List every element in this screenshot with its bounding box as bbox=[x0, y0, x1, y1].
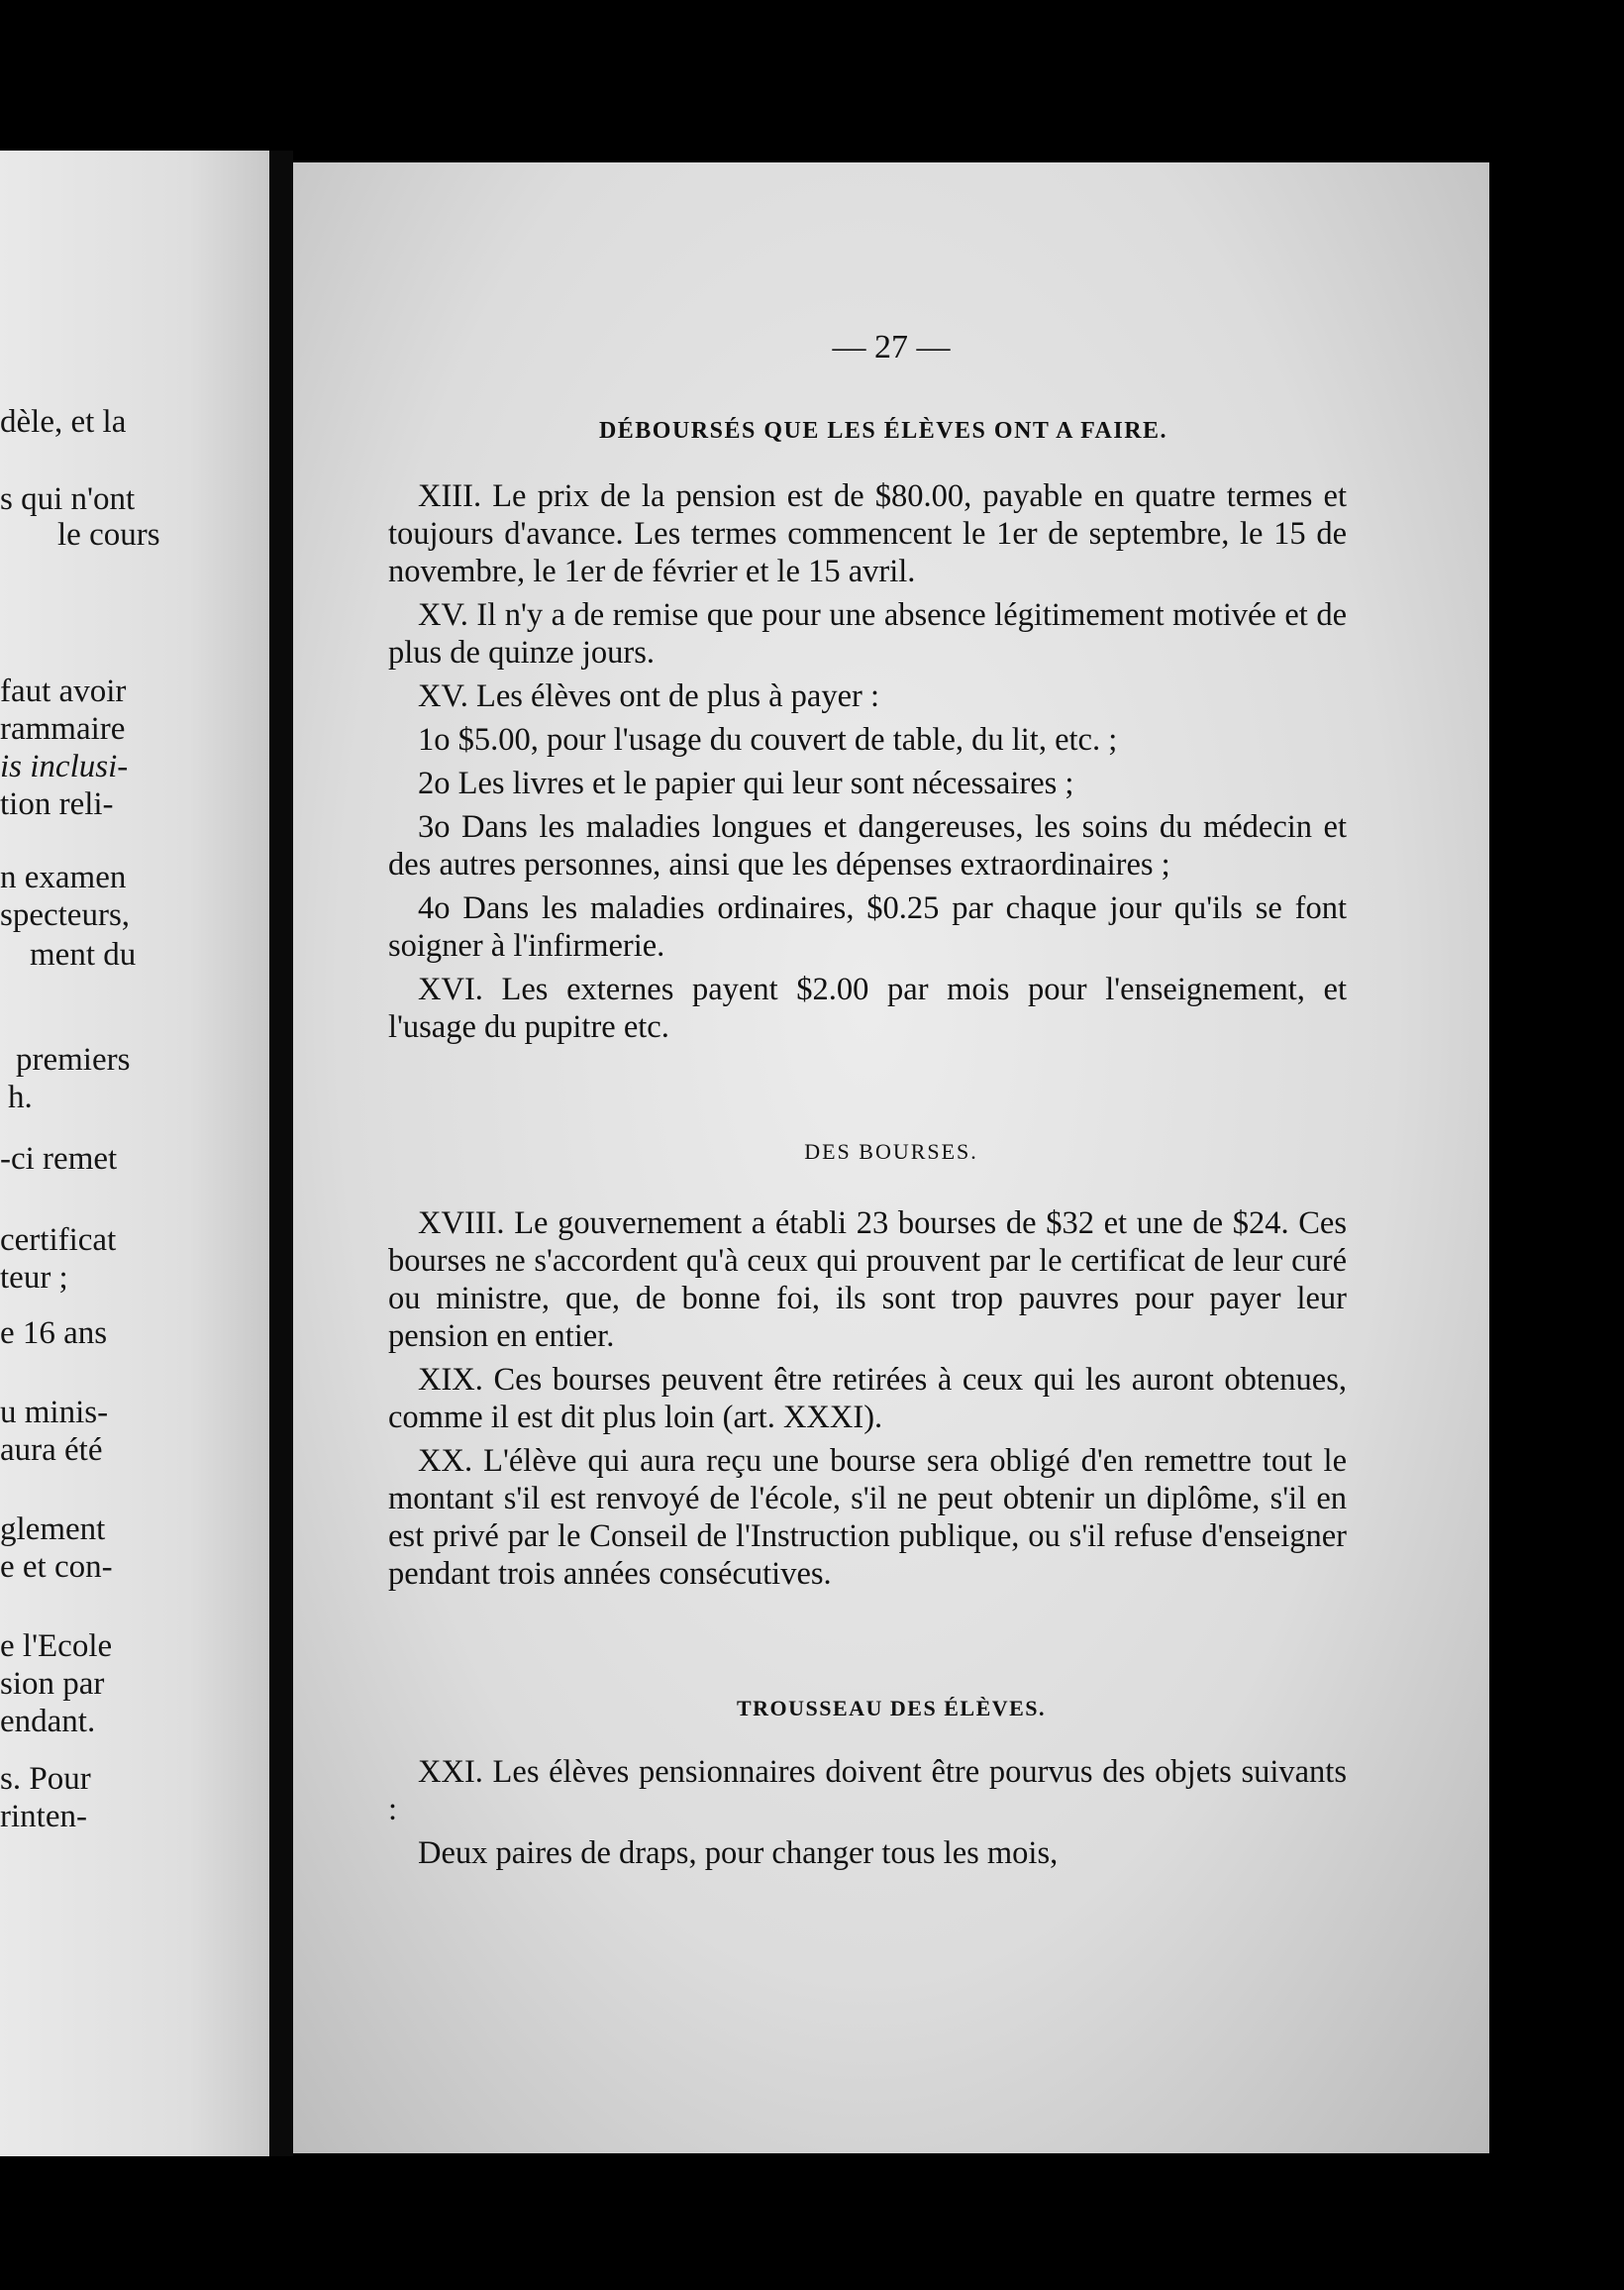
left-fragment: sion par bbox=[0, 1666, 105, 1702]
left-fragment: n examen bbox=[0, 860, 127, 895]
paragraph: XX. L'élève qui aura reçu une bourse sera obligé d'en remettre tout le montant s'il est renvoyé de l'école, s'il ne peut obtenir un diplôme, s'il en est privé par le Conseil de l'Instruction publique, ou s'il refuse d'enseigner pendant trois années consécutives. bbox=[388, 1443, 1347, 1592]
paragraph: XV. Il n'y a de remise que pour une absence légitimement motivée et de plus de quinze jours. bbox=[388, 597, 1347, 671]
paragraph: XVI. Les externes payent $2.00 par mois pour l'enseignement, et l'usage du pupitre etc. bbox=[388, 972, 1347, 1045]
paragraph: XV. Les élèves ont de plus à payer : bbox=[418, 678, 880, 714]
paragraph: 2o Les livres et le papier qui leur sont nécessaires ; bbox=[418, 766, 1074, 801]
left-fragment: certificat bbox=[0, 1222, 117, 1258]
page-gutter bbox=[269, 151, 293, 2156]
paragraph: XIII. Le prix de la pension est de $80.00, payable en quatre termes et toujours d'avance. Les termes commencent le 1er de septembre, le 15 de novembre, le 1er de février et le 15 avril. bbox=[388, 478, 1347, 589]
left-fragment: premiers bbox=[16, 1042, 131, 1078]
left-fragment: rinten- bbox=[0, 1799, 87, 1834]
paragraph: XIX. Ces bourses peuvent être retirées à ceux qui les auront obtenues, comme il est dit plus loin (art. XXXI). bbox=[388, 1362, 1347, 1435]
left-fragment: faut avoir bbox=[0, 674, 127, 709]
section-trousseau bbox=[388, 1753, 1347, 1872]
left-fragment: e 16 ans bbox=[0, 1315, 108, 1351]
paragraph: Deux paires de draps, pour changer tous les mois, bbox=[418, 1835, 1059, 1871]
left-page bbox=[0, 151, 269, 2156]
paragraph: 4o Dans les maladies ordinaires, $0.25 par chaque jour qu'ils se font soigner à l'infirmerie. bbox=[388, 890, 1347, 964]
left-fragment: glement bbox=[0, 1511, 106, 1547]
left-fragment: le cours bbox=[57, 517, 160, 553]
section-heading-trousseau: TROUSSEAU DES ÉLÈVES. bbox=[736, 1696, 1047, 1720]
left-fragment: rammaire bbox=[0, 711, 126, 747]
left-fragment: s qui n'ont bbox=[0, 481, 136, 517]
left-fragment: dèle, et la bbox=[0, 404, 127, 440]
left-fragment: tion reli- bbox=[0, 786, 114, 822]
paragraph: 1o $5.00, pour l'usage du couvert de table, du lit, etc. ; bbox=[418, 722, 1118, 758]
left-fragment: -ci remet bbox=[0, 1141, 118, 1177]
left-fragment: u minis- bbox=[0, 1395, 109, 1430]
left-fragment: endant. bbox=[0, 1704, 96, 1739]
left-fragment: aura été bbox=[0, 1432, 103, 1468]
left-fragment: teur ; bbox=[0, 1260, 68, 1296]
left-fragment: s. Pour bbox=[0, 1761, 91, 1797]
left-fragment: e et con- bbox=[0, 1549, 113, 1585]
right-page bbox=[293, 162, 1489, 2153]
paragraph: 3o Dans les maladies longues et dangereuses, les soins du médecin et des autres personnes, ainsi que les dépenses extraordinaires ; bbox=[388, 809, 1347, 883]
left-fragment: h. bbox=[8, 1080, 33, 1115]
section-heading-bourses: DES BOURSES. bbox=[804, 1139, 978, 1164]
left-fragment: e l'Ecole bbox=[0, 1628, 113, 1664]
paragraph: XVIII. Le gouvernement a établi 23 bourses de $32 et une de $24. Ces bourses ne s'accordent qu'à ceux qui prouvent par le certificat de leur curé ou ministre, que, de bonne foi, ils sont trop pauvres pour payer leur pension en entier. bbox=[388, 1205, 1347, 1354]
left-fragment: specteurs, bbox=[0, 897, 131, 933]
left-fragment: is inclusi- bbox=[0, 749, 129, 784]
left-fragment: ment du bbox=[30, 937, 137, 973]
section-debourses bbox=[388, 477, 1347, 1046]
paragraph: XXI. Les élèves pensionnaires doivent être pourvus des objets suivants : bbox=[388, 1754, 1347, 1827]
section-bourses bbox=[388, 1204, 1347, 1593]
page-number: — 27 — bbox=[832, 329, 951, 365]
section-heading-debourses: DÉBOURSÉS QUE LES ÉLÈVES ONT A FAIRE. bbox=[598, 418, 1168, 444]
